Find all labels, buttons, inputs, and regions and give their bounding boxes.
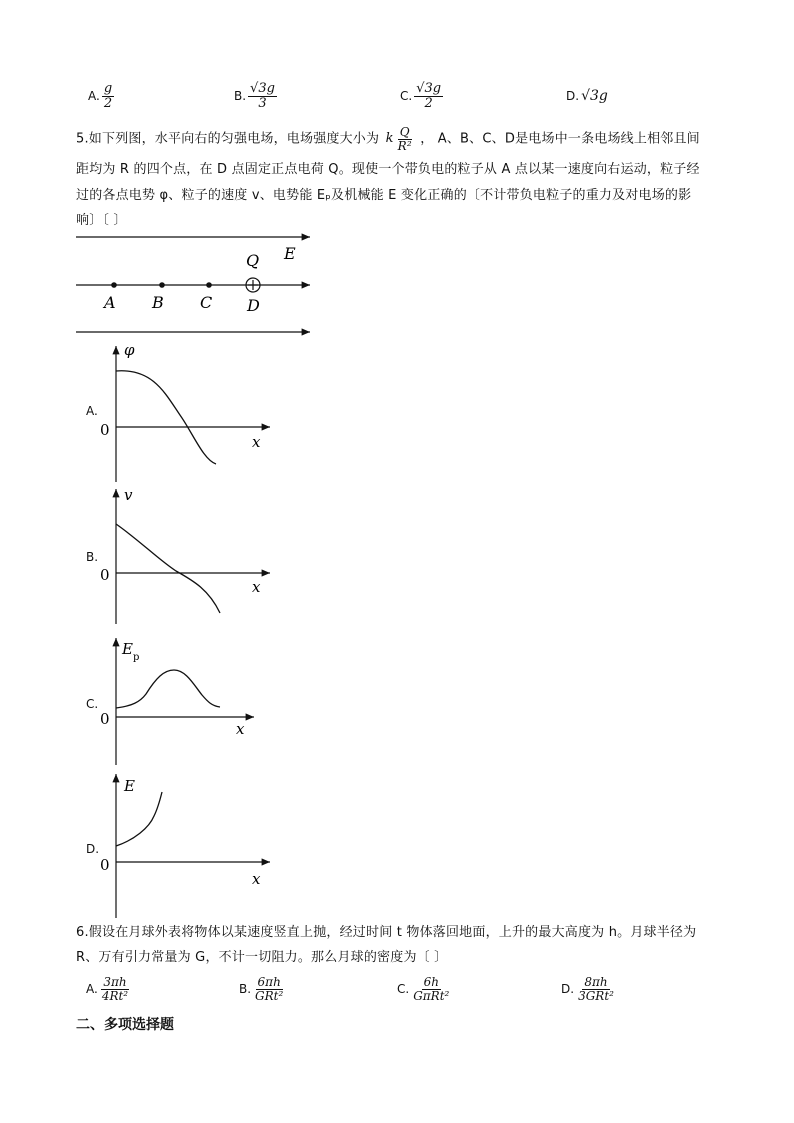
numerator: √3g (250, 81, 275, 96)
velocity-curve (116, 524, 220, 613)
point-c-dot (206, 282, 212, 288)
point-a-dot (111, 282, 117, 288)
graph-c (94, 630, 269, 768)
graph-c-option: C. (86, 697, 99, 711)
point-b-label: B (152, 293, 164, 312)
y-label: v (124, 486, 133, 504)
q6-option-c (397, 976, 451, 1002)
fraction (411, 976, 451, 1002)
denominator: R² (397, 138, 412, 153)
x-label: x (236, 720, 245, 738)
fraction (248, 82, 277, 110)
q4-option-a (88, 82, 114, 110)
q6-line-2: R、万有引力常量为 G，不计一切阻力。那么月球的密度为〔 〕 (76, 950, 448, 965)
field-label: E (284, 244, 296, 263)
fraction (253, 976, 285, 1002)
q6-option-a (86, 976, 130, 1002)
text: ， A、B、C、D是电场中一条电场线上相邻且间 (420, 131, 700, 147)
fraction (100, 976, 130, 1002)
x-label: x (252, 870, 261, 888)
numerator: 6πh (257, 975, 281, 989)
q4-option-c (400, 82, 443, 110)
q6-option-d (561, 976, 616, 1002)
field-strength-formula (386, 126, 414, 152)
section-title: 二、多项选择题 (76, 1017, 174, 1033)
q4-option-b (234, 82, 277, 110)
numerator: 8πh (584, 975, 608, 989)
y-label: E (124, 777, 135, 795)
origin-label: 0 (100, 421, 110, 439)
denominator: GRt² (255, 988, 284, 1003)
numerator: 6h (423, 975, 439, 989)
q6-line-1: 6.假设在月球外表将物体以某速度竖直上抛，经过时间 t 物体落回地面，上升的最大高度为 h。月球半径为 (76, 925, 697, 940)
option-label: B. (234, 89, 247, 104)
denominator: 3 (258, 95, 267, 111)
graph-a-option: A. (86, 404, 98, 418)
origin-label: 0 (100, 566, 110, 584)
q4-option-d (566, 88, 608, 104)
point-d-label: D (247, 296, 260, 315)
point-b-dot (159, 282, 165, 288)
expression: √3g (581, 88, 608, 104)
option-label: C. (400, 89, 413, 104)
option-label: D. (566, 89, 580, 103)
origin-label: 0 (100, 710, 110, 728)
denominator: 4Rt² (101, 988, 129, 1003)
numerator: Q (399, 125, 410, 139)
q5-line-1 (76, 126, 721, 152)
q5-line-4: 响〕〔 〕 (76, 213, 127, 228)
fraction (396, 126, 414, 152)
option-label: A. (86, 982, 98, 997)
graph-d (94, 770, 279, 920)
fraction (576, 976, 616, 1002)
numerator: 3πh (103, 975, 127, 989)
mechanical-energy-curve (116, 792, 162, 846)
x-label: x (252, 578, 261, 596)
potential-energy-curve (116, 670, 220, 708)
denominator: 2 (103, 95, 113, 111)
y-label: E (122, 640, 133, 658)
numerator: √3g (416, 81, 442, 96)
k-symbol: k (385, 131, 394, 147)
text: 5.如下列图，水平向右的匀强电场，电场强度大小为 (76, 131, 380, 147)
graph-b (94, 485, 279, 627)
q5-line-3: 过的各点电势 φ、粒子的速度 v、电势能 Eₚ及机械能 E 变化正确的〔不计带负电粒子的重力及对电场的影 (76, 188, 692, 203)
graph-d-option: D. (86, 842, 100, 856)
denominator: 2 (424, 95, 433, 111)
fraction (102, 82, 114, 110)
denominator: GπRt² (413, 988, 450, 1003)
numerator: g (103, 81, 113, 96)
option-label: A. (88, 89, 100, 104)
field-diagram (70, 228, 320, 342)
y-label-subscript: p (133, 652, 140, 663)
option-label: D. (561, 982, 575, 997)
charge-label: Q (246, 251, 260, 270)
option-label: C. (397, 982, 410, 997)
graph-b-option: B. (86, 550, 99, 564)
fraction (414, 82, 443, 110)
phi-curve (116, 371, 216, 464)
q6-option-b (239, 976, 285, 1002)
option-label: B. (239, 982, 252, 997)
point-c-label: C (200, 293, 213, 312)
denominator: 3GRt² (578, 988, 614, 1003)
q5-line-2: 距均为 R 的四个点，在 D 点固定正点电荷 Q。现使一个带负电的粒子从 A 点以某一速度向右运动，粒子经 (76, 162, 700, 177)
point-a-label: A (104, 293, 116, 312)
graph-a (94, 340, 279, 485)
y-label: φ (124, 341, 135, 359)
origin-label: 0 (100, 856, 110, 874)
x-label: x (252, 433, 261, 451)
